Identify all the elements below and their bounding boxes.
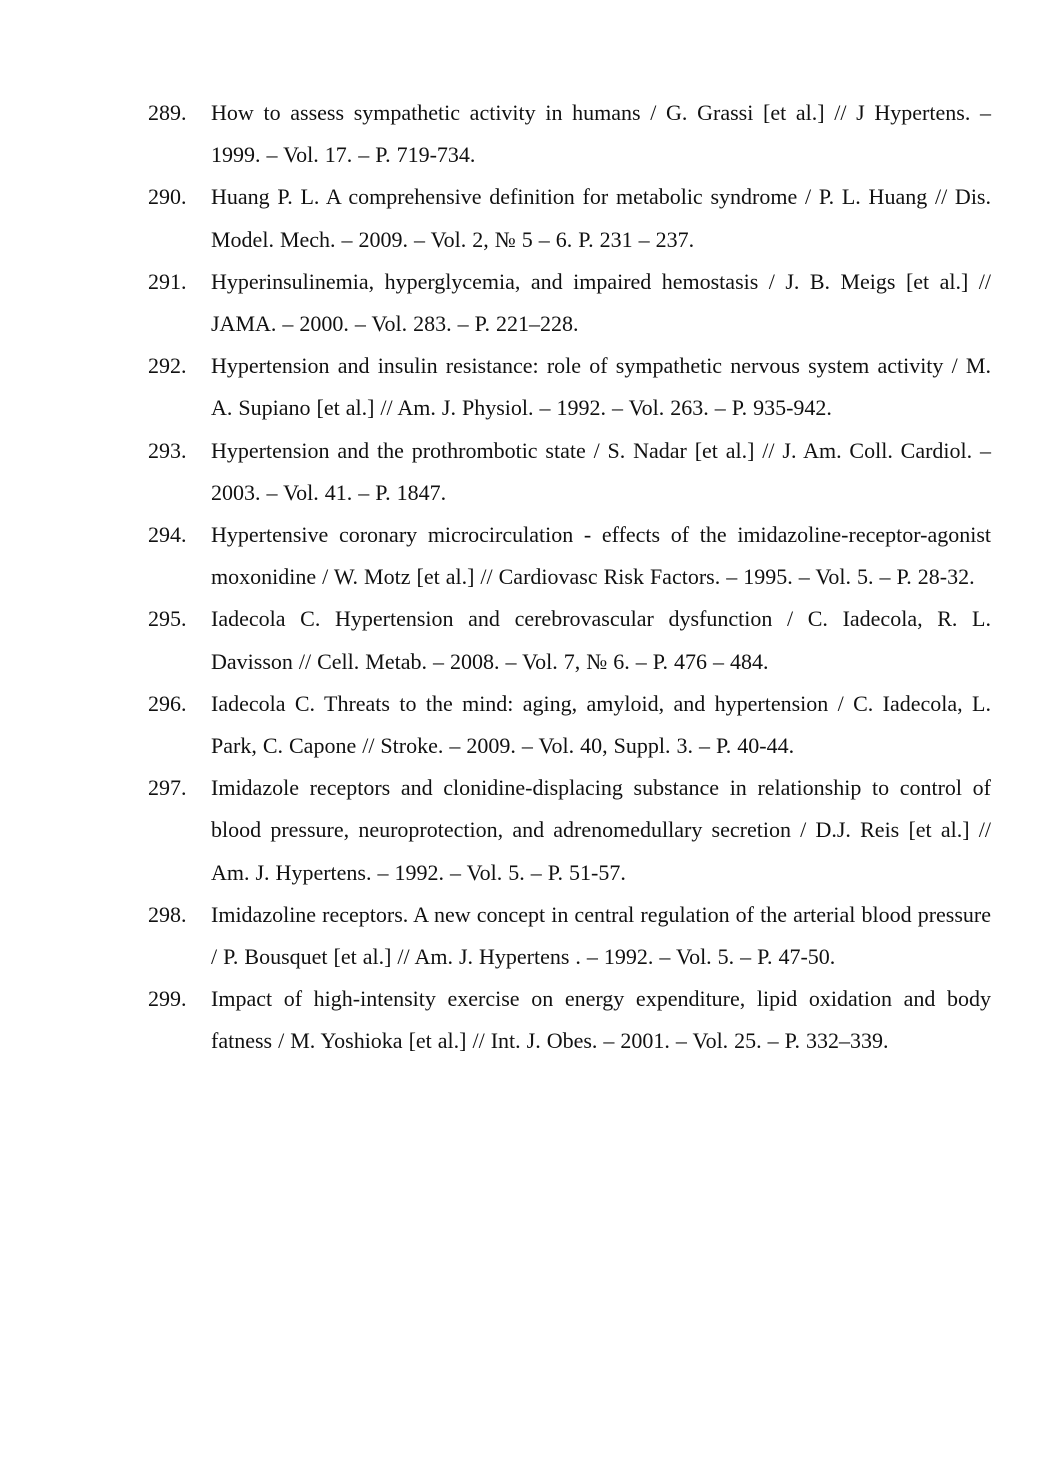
reference-item-294 [148,514,991,598]
reference-item-293 [148,430,991,514]
reference-text: How to assess sympathetic activity in humans / G. Grassi [et al.] // J Hypertens. – 1999. – Vol. 17. – P. 719-734. [211,100,991,168]
reference-text: Iadecola C. Hypertension and cerebrovascular dysfunction / C. Iadecola, R. L. Davisson // Cell. Metab. – 2008. – Vol. 7, № 6. – P. 476 – 484. [211,606,991,674]
reference-item-289 [148,92,991,176]
reference-number: 290. [148,184,187,210]
reference-text: Hypertension and insulin resistance: role of sympathetic nervous system activity / M. A. Supiano [et al.] // Am. J. Physiol. – 1992. – Vol. 263. – P. 935-942. [211,353,991,421]
reference-text: Imidazoline receptors. A new concept in central regulation of the arterial blood pressure / P. Bousquet [et al.] // Am. J. Hypertens . – 1992. – Vol. 5. – P. 47-50. [211,901,991,970]
reference-number: 291. [148,268,187,294]
reference-item-290 [148,176,991,260]
reference-item-291 [148,261,991,345]
reference-text: Huang P. L. A comprehensive definition for metabolic syndrome / P. L. Huang // Dis. Model. Mech. – 2009. – Vol. 2, № 5 – 6. P. 231 – 237. [211,184,991,252]
reference-number: 299. [148,986,187,1012]
reference-number: 298. [148,901,187,927]
reference-item-299 [148,978,991,1062]
reference-number: 293. [148,437,187,463]
reference-number: 289. [148,100,187,125]
reference-item-292 [148,345,991,429]
reference-number: 294. [148,522,187,548]
reference-list [148,92,991,1063]
reference-item-295 [148,598,991,682]
reference-text: Imidazole receptors and clonidine-displacing substance in relationship to control of blood pressure, neuroprotection, and adrenomedullary secretion / D.J. Reis [et al.] // Am. J. Hypertens. – 1992. – Vol. 5. – P. 51-57. [211,775,991,885]
reference-text: Hyperinsulinemia, hyperglycemia, and impaired hemostasis / J. B. Meigs [et al.] // JAMA. – 2000. – Vol. 283. – P. 221–228. [211,268,991,337]
reference-text: Iadecola C. Threats to the mind: aging, amyloid, and hypertension / C. Iadecola, L. Park, C. Capone // Stroke. – 2009. – Vol. 40, Suppl. 3. – P. 40-44. [211,690,991,759]
reference-number: 292. [148,353,187,379]
reference-number: 295. [148,606,187,632]
reference-number: 296. [148,690,187,716]
reference-text: Impact of high-intensity exercise on energy expenditure, lipid oxidation and body fatness / M. Yoshioka [et al.] // Int. J. Obes. – 2001. – Vol. 25. – P. 332–339. [211,986,991,1054]
reference-item-296 [148,683,991,767]
reference-item-297 [148,767,991,894]
reference-number: 297. [148,775,187,801]
reference-text: Hypertension and the prothrombotic state / S. Nadar [et al.] // J. Am. Coll. Cardiol. – 2003. – Vol. 41. – P. 1847. [211,437,991,505]
reference-text: Hypertensive coronary microcirculation - effects of the imidazoline-receptor-agonist moxonidine / W. Motz [et al.] // Cardiovasc Risk Factors. – 1995. – Vol. 5. – P. 28-32. [211,522,991,590]
reference-item-298 [148,894,991,978]
